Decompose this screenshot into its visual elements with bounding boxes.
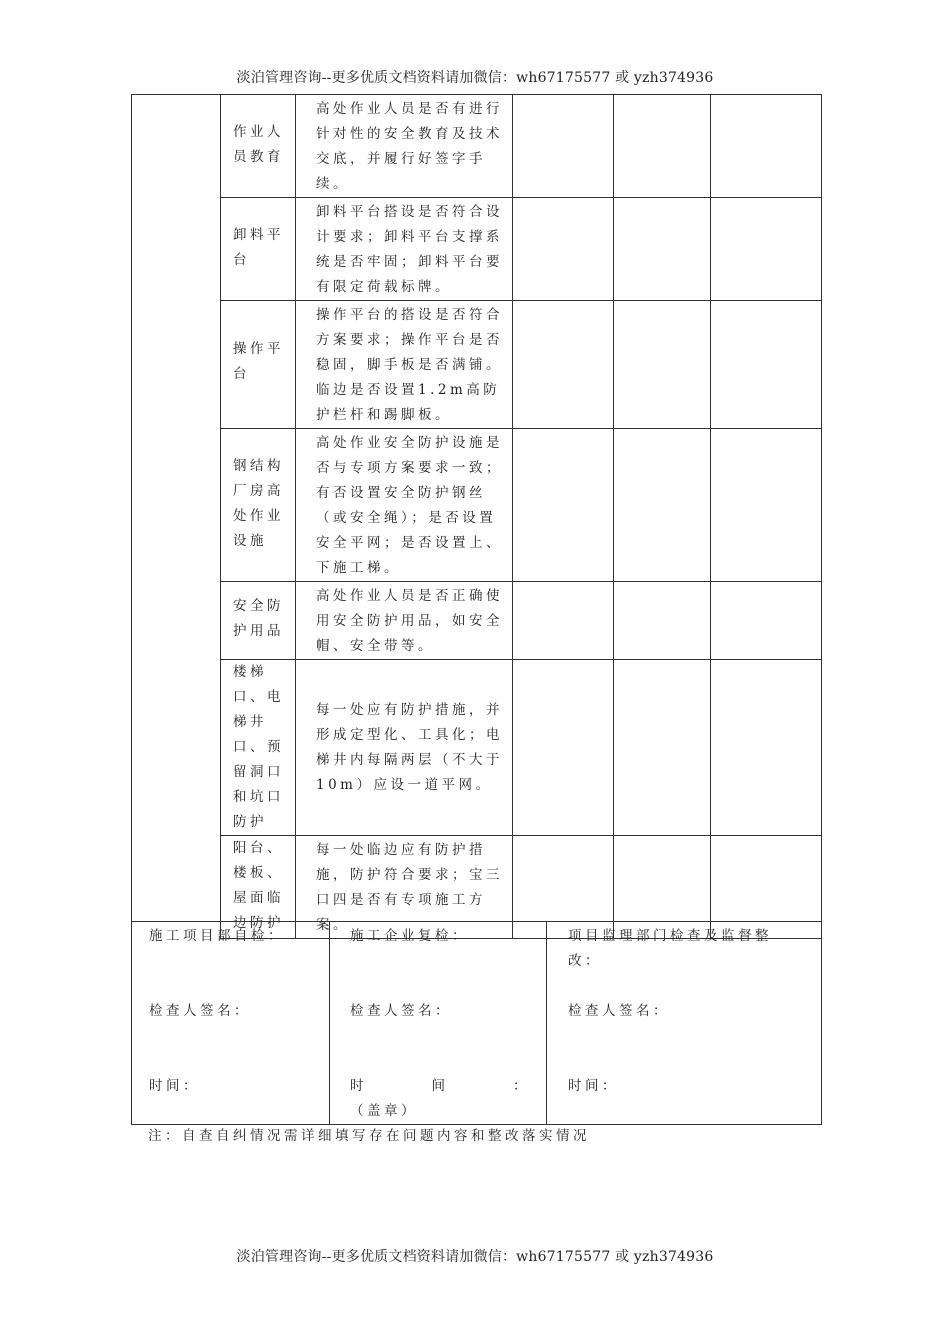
result-cell[interactable]: [614, 301, 711, 429]
time-label: 时间：: [568, 1078, 619, 1094]
requirement-cell: 每一处应有防护措施，并形成定型化、工具化；电梯井内每隔两层（不大于10m）应设一道平网。: [296, 660, 513, 836]
category-cell: [132, 95, 221, 939]
time-char: 间: [431, 1078, 449, 1094]
result-cell[interactable]: [711, 660, 822, 836]
item-cell: 安全防护用品: [221, 582, 296, 660]
result-cell[interactable]: [711, 429, 822, 582]
result-cell[interactable]: [513, 582, 614, 660]
result-cell[interactable]: [711, 301, 822, 429]
seal-label: （盖章）: [350, 1103, 418, 1119]
table-row: [132, 198, 822, 301]
company-check-label: 施工企业复检：: [350, 928, 469, 944]
item-cell: 作业人员教育: [221, 95, 296, 198]
time-label: [350, 1074, 530, 1099]
page-header: 淡泊管理咨询--更多优质文档资料请加微信：wh67175577 或 yzh374936: [236, 70, 714, 86]
item-cell: 钢结构厂房高处作业设施: [221, 429, 296, 582]
result-cell[interactable]: [711, 582, 822, 660]
result-cell[interactable]: [513, 95, 614, 198]
inspector-signature-label: 检查人签名：: [350, 1003, 452, 1019]
result-cell[interactable]: [513, 429, 614, 582]
signature-table: [131, 921, 822, 1125]
requirement-cell: 高处作业人员是否有进行针对性的安全教育及技术交底，并履行好签字手续。: [296, 95, 513, 198]
table-row: [132, 301, 822, 429]
item-cell: 操作平台: [221, 301, 296, 429]
table-row: [132, 660, 822, 836]
result-cell[interactable]: [513, 660, 614, 836]
supervisor-check-label: 项目监理部门检查及监督整改：: [568, 928, 772, 969]
supervisor-check-cell[interactable]: [547, 922, 822, 1125]
requirement-cell: 卸料平台搭设是否符合设计要求；卸料平台支撑系统是否牢固；卸料平台要有限定荷载标牌。: [296, 198, 513, 301]
requirement-cell: 高处作业人员是否正确使用安全防护用品，如安全帽、安全带等。: [296, 582, 513, 660]
result-cell[interactable]: [614, 429, 711, 582]
page-footer: 淡泊管理咨询--更多优质文档资料请加微信：wh67175577 或 yzh374936: [236, 1249, 714, 1265]
time-char: ：: [513, 1078, 530, 1094]
item-cell: 阳台、楼板、屋面临边防护: [221, 836, 296, 939]
result-cell[interactable]: [711, 95, 822, 198]
table-row: [132, 429, 822, 582]
footnote: 注：自查自纠情况需详细填写存在问题内容和整改落实情况: [148, 1128, 590, 1144]
self-check-label: 施工项目部自检：: [149, 928, 285, 944]
result-cell[interactable]: [711, 198, 822, 301]
requirement-cell: 每一处临边应有防护措施，防护符合要求；宝三口四是否有专项施工方案。: [296, 836, 513, 939]
item-cell: 卸料平台: [221, 198, 296, 301]
requirement-cell: 操作平台的搭设是否符合方案要求；操作平台是否稳固，脚手板是否满铺。临边是否设置1.2m高防护栏杆和踢脚板。: [296, 301, 513, 429]
table-row: [132, 582, 822, 660]
result-cell[interactable]: [614, 582, 711, 660]
time-label: 时间：: [149, 1078, 200, 1094]
inspector-signature-label: 检查人签名：: [149, 1003, 251, 1019]
result-cell[interactable]: [614, 95, 711, 198]
result-cell[interactable]: [513, 198, 614, 301]
result-cell[interactable]: [614, 198, 711, 301]
self-check-cell[interactable]: [132, 922, 330, 1125]
company-check-cell[interactable]: [330, 922, 547, 1125]
table-row: [132, 95, 822, 198]
time-char: 时: [350, 1078, 367, 1094]
requirement-cell: 高处作业安全防护设施是否与专项方案要求一致；有否设置安全防护钢丝（或安全绳）；是否设置安全平网；是否设置上、下施工梯。: [296, 429, 513, 582]
item-cell: 楼梯口、电梯井口、预留洞口和坑口防护: [221, 660, 296, 836]
inspection-table: [131, 94, 822, 939]
result-cell[interactable]: [513, 301, 614, 429]
result-cell[interactable]: [614, 660, 711, 836]
inspector-signature-label: 检查人签名：: [568, 1003, 670, 1019]
